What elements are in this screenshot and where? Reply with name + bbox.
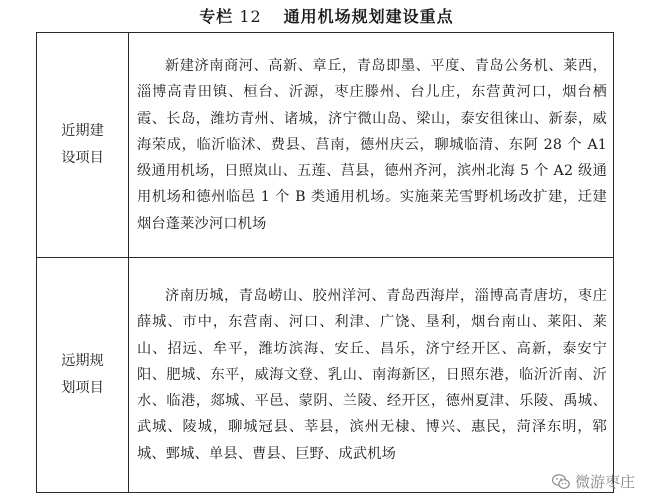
row-label-line: 设项目	[61, 150, 104, 166]
row-label-line: 划项目	[61, 380, 104, 396]
watermark-text: 微游枣庄	[574, 473, 635, 491]
row-content-text: 济南历城，青岛崂山、胶州洋河、青岛西海岸，淄博高青唐坊，枣庄薛城、市中，东营南、河口、利津、广饶、垦利，烟台南山、莱阳、莱山、招远、牟平，潍坊滨海、安丘、昌乐，济宁经开区、高新，泰安宁阳、肥城、东平，威海文登、乳山、南海新区，日照东港，临沂沂南、沂水、临港，郯城、平邑、蒙阴、兰陵、经开区，德州夏津、乐陵、禹城、武城、陵城，聊城冠县、莘县，滨州无棣、博兴、惠民，菏泽东明，郓城、鄄城、单县、曹县、巨野、成武机场	[137, 288, 607, 462]
watermark	[552, 471, 635, 492]
row-content	[129, 258, 614, 493]
row-content-text: 新建济南商河、高新、章丘，青岛即墨、平度、青岛公务机、莱西，淄博高青田镇、桓台、沂源，枣庄滕州、台儿庄，东营黄河口，烟台栖霞、长岛，潍坊青州、诸城，济宁微山岛、梁山，泰安徂徕山、新泰，威海荣成，临沂临沭、费县、莒南，德州庆云，聊城临清、东阿 28 个 A1 级通用机场，日照岚山、五莲、莒县，德州齐河，滨州北海 5 个 A2 级通用机场和德州临邑 1 个 B 类通用机场。实施莱芜雪野机场改扩建，迁建烟台蓬莱沙河口机场	[137, 58, 607, 232]
row-label	[37, 33, 129, 258]
planning-table	[36, 32, 614, 493]
table-row	[37, 33, 614, 258]
wechat-icon	[552, 474, 570, 490]
row-label-line: 远期规	[61, 353, 104, 369]
row-label	[37, 258, 129, 493]
row-label-line: 近期建	[61, 123, 104, 139]
section-title	[0, 4, 653, 27]
title-prefix: 专栏	[199, 7, 234, 26]
row-content	[129, 33, 614, 258]
title-number: 12	[239, 7, 262, 26]
title-text: 通用机场规划建设重点	[283, 7, 454, 26]
table-row	[37, 258, 614, 493]
